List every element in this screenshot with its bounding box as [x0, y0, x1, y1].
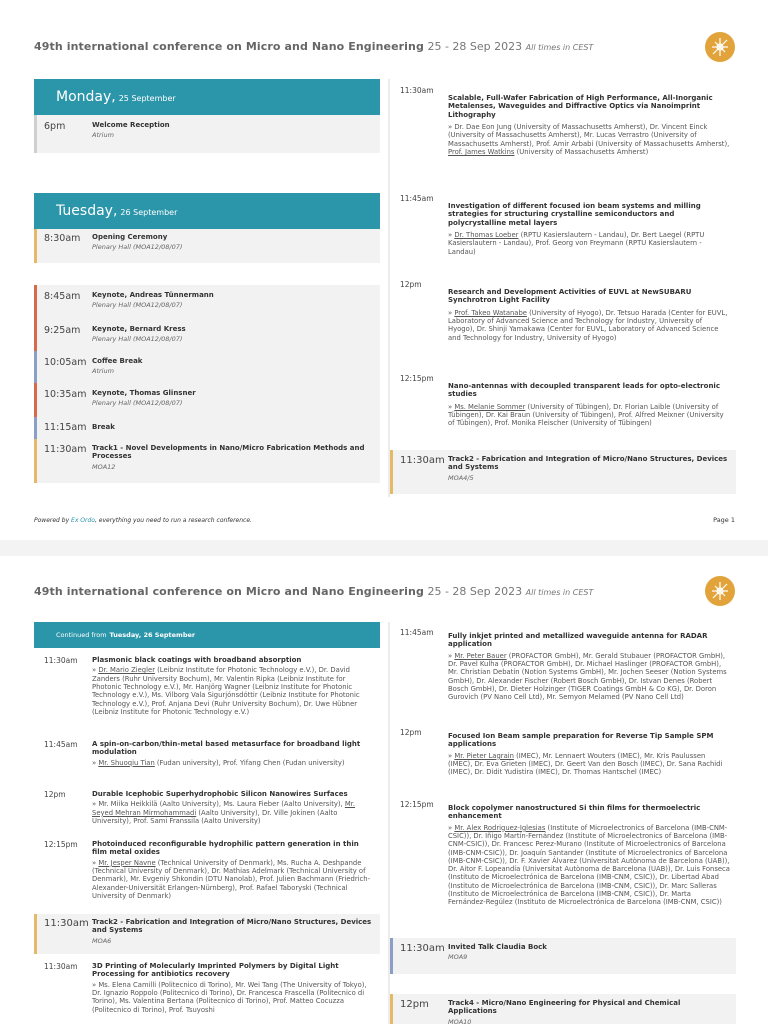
conference-logo-icon	[705, 576, 735, 606]
conference-header: 49th international conference on Micro and Nano Engineering 25 - 28 Sep 2023 All times in CEST	[34, 585, 594, 598]
ex-ordo-link[interactable]: Ex Ordo	[71, 517, 95, 524]
schedule-left-column	[34, 622, 380, 1024]
schedule-right-column	[390, 82, 736, 494]
event-coffee-break[interactable]: 10:05am Coffee Break Atrium	[34, 351, 380, 383]
conference-logo-icon	[705, 32, 735, 62]
footer-powered-by: Powered by Ex Ordo, everything you need to run a research conference.	[34, 517, 252, 524]
page-2	[0, 556, 768, 1024]
timezone-note: All times in CEST	[525, 43, 594, 52]
talk-row[interactable]: 11:45am Investigation of different focused ion beam systems and milling strategies for structuring crystalline semiconductors and polycrystalline metal layers » Dr. Thomas Loeber (RPTU Kasierslautern - Landau), Dr. Bert Laegel (RPTU Kasierslautern - Landau), Prof. Georg von Freymann (RPTU Kasierslautern - Landau)	[400, 194, 705, 256]
conference-header	[34, 40, 694, 53]
talk-row[interactable]: 11:30am 3D Printing of Molecularly Imprinted Polymers by Digital Light Processing for antibiotics recovery » Ms. Elena Camilli (Politecnico di Torino), Mr. Wei Tang (The University of Tokyo), Dr. Ignazio Roppolo (Politecnico di Torino), Dr. Francesca Frascella (Politecnico di Torino), Ms. Valentina Bertana (Politecnico di Torino), Prof. Matteo Cocuzza (Politecnico di Torino), Prof. Tsuyoshi	[44, 962, 367, 1014]
talk-row[interactable]: 12pm Durable Icephobic Superhydrophobic Silicon Nanowires Surfaces » Mr. Miika Heikkilä (Aalto University), Ms. Laura Fieber (Aalto University), Mr. Seyed Mehran Mirmohammadi (Aalto University), Dr. Ville Jokinen (Aalto University), Prof. Sami Franssila (Aalto University)	[44, 790, 356, 825]
schedule-right-column	[390, 626, 736, 1024]
talk-row[interactable]: 12pm Research and Development Activities of EUVL at NewSUBARU Synchrotron Light Facility » Prof. Takeo Watanabe (University of Hyogo), Dr. Tetsuo Harada (Center for EUVL, Laboratory of Advanced Science and Technology for Industry, University of Hyogo), Dr. Shinji Yamakawa (Center for EUVL, Laboratory of Advanced Science and Technology for Industry, University of Hyogo)	[400, 280, 728, 342]
event-welcome-reception[interactable]: 6pm Welcome Reception Atrium	[34, 115, 380, 153]
event-keynote-glinsner[interactable]: 10:35am Keynote, Thomas Glinsner Plenary Hall (MOA12/08/07)	[34, 383, 380, 417]
schedule-left-column	[34, 79, 380, 483]
talk-row[interactable]: 12:15pm Nano-antennas with decoupled transparent leads for opto-electronic studies » Ms. Melanie Sommer (University of Tübingen), Dr. Florian Laible (University of Tübingen), Dr. Kai Braun (University of Tübingen), Prof. Alfred Meixner (University of Tübingen), Prof. Monika Fleischer (University of Tübingen)	[400, 374, 724, 428]
talk-row[interactable]: 11:30am Plasmonic black coatings with broadband absorption » Dr. Mario Ziegler (Leibniz Institute for Photonic Technology e.V.), Dr. David Zanders (Ruhr University Bochum), Mr. Valentin Ripka (Leibniz Institute for Photonic Technology e.V.), Mr. Hanjörg Wagner (Leibniz Institute for Photonic Technology e.V.), Ms. Vilborg Vala Sigurjónsdóttir (Leibniz Institute for Photonic Technology e.V.), Prof. Anjana Devi (Ruhr University Bochum), Dr. Uwe Hübner (Leibniz Institute for Photonic Technology e.V.)	[44, 656, 360, 716]
day-header-monday: Monday, 25 September	[34, 79, 380, 115]
talk-row[interactable]: 12:15pm Photoinduced reconfigurable hydrophilic pattern generation in thin film metal oxides » Mr. Jesper Navne (Technical University of Denmark), Ms. Rucha A. Deshpande (Technical University of Denmark), Dr. Mathias Adelmark (Technical University of Denmark), Mr. Evgeniy Shkondin (DTU Nanolab), Prof. Julien Bachmann (Friedrich-Alexander-Universität Erlangen-Nürnberg), Prof. Rafael Taboryski (Technical University of Denmark)	[44, 840, 371, 900]
day-header-tuesday: Tuesday, 26 September	[34, 193, 380, 229]
event-keynote-kress[interactable]: 9:25am Keynote, Bernard Kress Plenary Hall (MOA12/08/07)	[34, 319, 380, 351]
talk-row[interactable]: 12pm Focused Ion Beam sample preparation for Reverse Tip Sample SPM applications » Mr. Pieter Lagrain (IMEC), Mr. Lennaert Wouters (IMEC), Mr. Kris Paulussen (IMEC), Dr. Eva Grieten (IMEC), Dr. Geert Van den Bosch (IMEC), Dr. Sana Rachidi (IMEC), Dr. Didit Yudistira (IMEC), Dr. Thomas Hantschel (IMEC)	[400, 728, 723, 777]
event-track2-session[interactable]: 11:30am Track2 - Fabrication and Integration of Micro/Nano Structures, Devices and Systems MOA4/5	[390, 450, 736, 494]
talk-row[interactable]: 11:45am A spin-on-carbon/thin-metal based metasurface for broadband light modulation » Mr. Shuoqiu Tian (Fudan university), Prof. Yifang Chen (Fudan university)	[44, 740, 361, 767]
event-track1-session[interactable]: 11:30am Track1 - Novel Developments in Nano/Micro Fabrication Methods and Processes MOA12	[34, 439, 380, 483]
conference-dates: 25 - 28 Sep 2023	[427, 40, 523, 53]
event-track2-session[interactable]: 11:30am Track2 - Fabrication and Integration of Micro/Nano Structures, Devices and Systems MOA6	[34, 914, 380, 954]
event-opening-ceremony[interactable]: 8:30am Opening Ceremony Plenary Hall (MOA12/08/07)	[34, 229, 380, 263]
talk-row[interactable]: 12:15pm Block copolymer nanostructured Si thin films for thermoelectric enhancement » Mr. Alex Rodriguez-Iglesias (Institute of Microelectronics of Barcelona (IMB-CNM-CSIC)), Dr. Iñigo Martín-Fernández (Institute of Microelectronics of Barcelona (IMB-CNM-CSIC)), Dr. Francesc Perez-Murano (Institute of Microelectronics of Barcelona (IMB-CNM-CSIC)), Dr. Joaquín Santander (Institute of Microelectronics of Barcelona (IMB-CNM-CSIC)), Dr. F. Xavier Álvarez (Universitat Autònoma de Barcelona (UAB)), Dr. Aitor F. Lopeandía (Universitat Autònoma de Barcelona (UAB)), Dr. Luis Fonseca (Instituto de Microelectrónica de Barcelona (IMB-CNM, CSIC)), Dr. Libertad Abad (Instituto de Microelectrónica de Barcelona (IMB-CNM, CSIC)), Dr. Marc Salleras (Instituto de Microelectrónica de Barcelona (IMB-CNM, CSIC)), Dr. Marta Fernández-Regúlez (Instituto de Microelectrónica de Barcelona (IMB-CNM, CSIC))	[400, 800, 730, 907]
event-keynote-tunnermann[interactable]: 8:45am Keynote, Andreas Tünnermann Plenary Hall (MOA12/08/07)	[34, 285, 380, 319]
event-break[interactable]: 11:15am Break	[34, 417, 380, 439]
event-track4-session[interactable]: 12pm Track4 - Micro/Nano Engineering for Physical and Chemical Applications MOA10	[390, 994, 736, 1024]
event-invited-talk[interactable]: 11:30am Invited Talk Claudia Bock MOA9	[390, 938, 736, 974]
talk-row[interactable]: 11:30am Scalable, Full-Wafer Fabrication of High Performance, All-Inorganic Metalenses, Waveguides and Diffractive Optics via Nanoimprint Lithography » Dr. Dae Eon Jung (University of Massachusetts Amherst), Dr. Vincent Einck (University of Massachusetts Amherst), Mr. Lucas Verrastro (University of Massachusetts Amherst), Prof. Amir Arbabi (University of Massachusetts Amherst), Prof. James Watkins (University of Massachusetts Amherst)	[400, 86, 730, 157]
page-separator	[0, 540, 768, 556]
talk-row[interactable]: 11:45am Fully inkjet printed and metallized waveguide antenna for RADAR application » Mr. Peter Bauer (PROFACTOR GmbH), Mr. Gerald Stubauer (PROFACTOR GmbH), Dr. Pavel Kulha (PROFACTOR GmbH), Dr. Michael Haslinger (PROFACTOR GmbH), Mr. Christian Debatin (Notion Systems GmbH), Mr. Jochen Seeser (Notion Systems GmbH), Dr. Alexander Fischer (Robert Bosch GmbH), Dr. Istvan Denes (Robert Bosch GmbH), Dr. Dieter Holzinger (TIGER Coatings GmbH & Co KG), Dr. Doron Gurovich (PV Nano Cell Ltd), Mr. Semyon Melamed (PV Nano Cell Ltd)	[400, 628, 727, 702]
continued-banner: Continued from Tuesday, 26 September	[34, 622, 380, 648]
conference-title: 49th international conference on Micro and Nano Engineering	[34, 40, 424, 53]
page-number: Page 1	[713, 516, 735, 524]
